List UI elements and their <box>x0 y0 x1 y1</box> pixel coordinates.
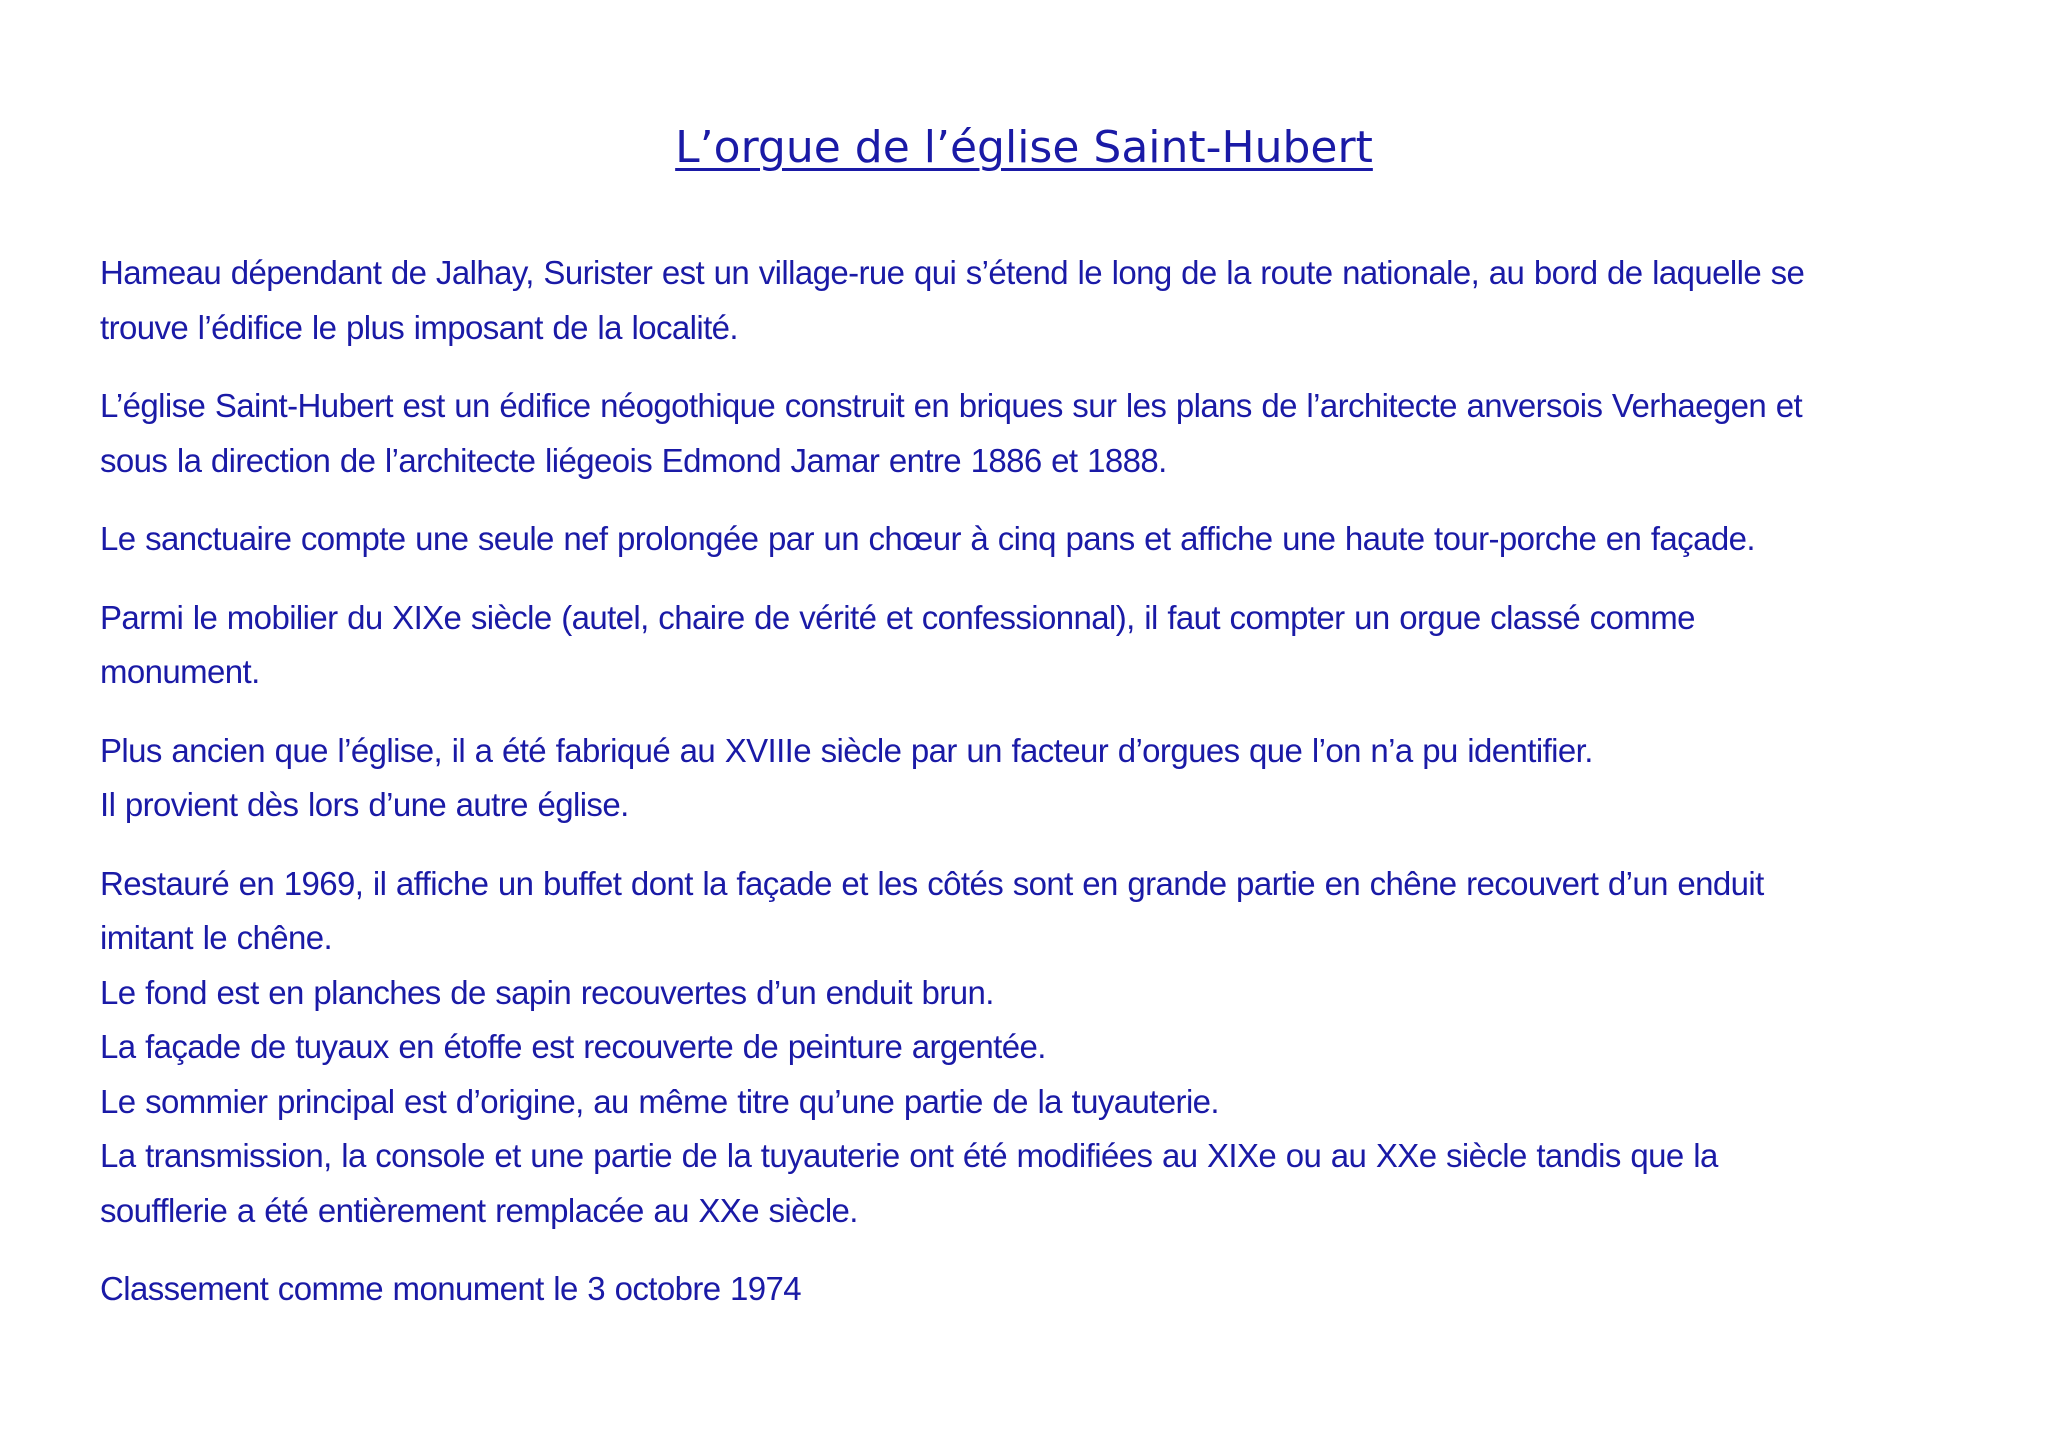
paragraph-church <box>100 379 1980 488</box>
paragraph-restoration <box>100 857 1980 1239</box>
paragraph-intro <box>100 246 1980 355</box>
text-line: trouve l’édifice le plus imposant de la localité. <box>100 308 738 346</box>
text-line: monument. <box>100 653 260 690</box>
text-line: La façade de tuyaux en étoffe est recouverte de peinture argentée. <box>100 1028 1046 1065</box>
text-line: La transmission, la console et une partie de la tuyauterie ont été modifiées au XIXe ou au XXe siècle tandis que la <box>100 1137 1718 1174</box>
text-line: Il provient dès lors d’une autre église. <box>100 786 629 823</box>
paragraph-sanctuary <box>100 512 1980 567</box>
text-line: Classement comme monument le 3 octobre 1974 <box>100 1270 802 1307</box>
text-line: Parmi le mobilier du XIXe siècle (autel, chaire de vérité et confessionnal), il faut compter un orgue classé comme <box>100 598 1695 636</box>
paragraph-classification <box>100 1262 1980 1317</box>
text-line: L’église Saint-Hubert est un édifice néogothique construit en briques sur les plans de l’architecte anversois Verhaegen et <box>100 387 1803 424</box>
text-line: imitant le chêne. <box>100 919 333 956</box>
paragraph-origin <box>100 724 1980 833</box>
text-line: Le sanctuaire compte une seule nef prolongée par un chœur à cinq pans et affiche une haute tour-porche en façade. <box>100 520 1755 557</box>
text-line: Le sommier principal est d’origine, au même titre qu’une partie de la tuyauterie. <box>100 1082 1219 1120</box>
text-line: Hameau dépendant de Jalhay, Surister est un village-rue qui s’étend le long de la route nationale, au bord de laquelle se <box>100 254 1805 291</box>
text-line: sous la direction de l’architecte liégeois Edmond Jamar entre 1886 et 1888. <box>100 441 1167 479</box>
document-body <box>100 246 1980 1341</box>
text-line: soufflerie a été entièrement remplacée au XXe siècle. <box>100 1191 858 1229</box>
paragraph-furniture <box>100 591 1980 700</box>
page-title: L’orgue de l’église Saint-Hubert <box>675 122 1373 173</box>
text-line: Plus ancien que l’église, il a été fabriqué au XVIIIe siècle par un facteur d’orgues que l’on n’a pu identifier. <box>100 731 1593 769</box>
text-line: Restauré en 1969, il affiche un buffet dont la façade et les côtés sont en grande partie en chêne recouvert d’un enduit <box>100 864 1764 902</box>
text-line: Le fond est en planches de sapin recouvertes d’un enduit brun. <box>100 973 994 1011</box>
